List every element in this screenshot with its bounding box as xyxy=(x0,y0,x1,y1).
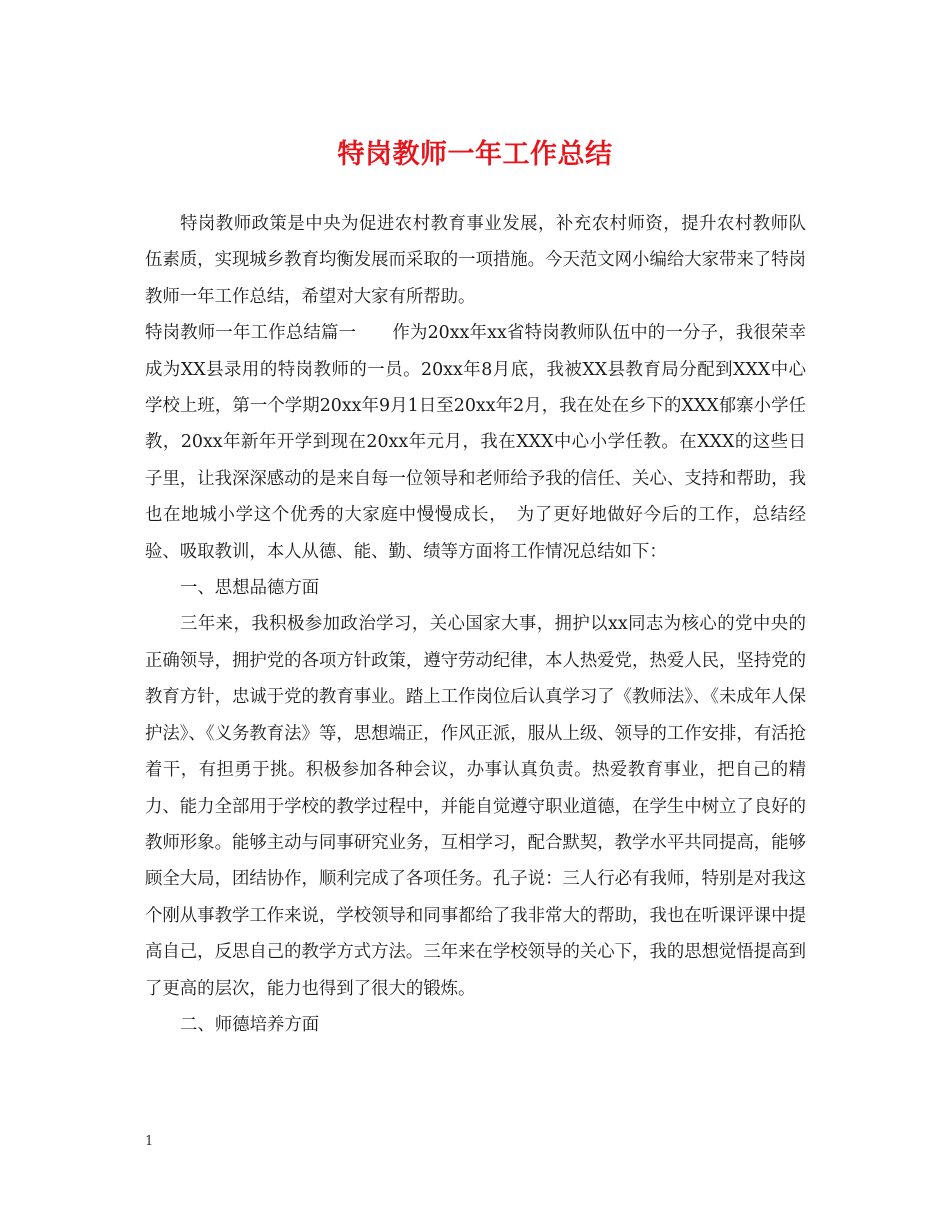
heading-teacher-ethics: 二、师德培养方面 xyxy=(180,1014,320,1035)
intro-paragraph: 特岗教师政策是中央为促进农村教育事业发展，补充农村师资，提升农村教师队伍素质，实现城乡教育均衡发展而采取的一项措施。今天范文网小编给大家带来了特岗教师一年工作总结，希望对大家有所帮助。 xyxy=(145,214,806,307)
heading-thought-morality: 一、思想品德方面 xyxy=(180,578,320,599)
document-title: 特岗教师一年工作总结 xyxy=(337,139,613,170)
document-body xyxy=(145,206,806,1043)
page-number: 1 xyxy=(145,1134,154,1149)
section-label: 特岗教师一年工作总结篇一 xyxy=(145,323,357,344)
section-text: 作为20xx年xx省特岗教师队伍中的一分子，我很荣幸成为XX县录用的特岗教师的一员。20xx年8月底，我被XX县教育局分配到XXX中心学校上班，第一个学期20xx年9月1日至20xx年2月，我在处在乡下的XXX郁寨小学任教，20xx年新年开学到现在20xx年元月，我在XXX中心小学任教。在XXX的这些日子里，让我深深感动的是来自每一位领导和老师给予我的信任、关心、支持和帮助，我也在地城小学这个优秀的大家庭中慢慢成长， 为了更好地做好今后的工作，总结经验、吸取教训，本人从德、能、勤、绩等方面将工作情况总结如下： xyxy=(145,323,806,562)
section-paragraph xyxy=(145,315,806,570)
paragraph-thought-morality: 三年来，我积极参加政治学习，关心国家大事，拥护以xx同志为核心的党中央的正确领导，拥护党的各项方针政策，遵守劳动纪律，本人热爱党，热爱人民，坚持党的教育方针，忠诚于党的教育事业。踏上工作岗位后认真学习了《教师法》、《未成年人保护法》、《义务教育法》等，思想端正，作风正派，服从上级、领导的工作安排，有活抢着干，有担勇于挑。积极参加各种会议，办事认真负责。热爱教育事业，把自己的精力、能力全部用于学校的教学过程中，并能自觉遵守职业道德，在学生中树立了良好的教师形象。能够主动与同事研究业务，互相学习，配合默契，教学水平共同提高，能够顾全大局，团结协作，顺利完成了各项任务。孔子说：三人行必有我师，特别是对我这个刚从事教学工作来说，学校领导和同事都给了我非常大的帮助，我也在听课评课中提高自己，反思自己的教学方式方法。三年来在学校领导的关心下，我的思想觉悟提高到了更高的层次，能力也得到了很大的锻炼。 xyxy=(145,614,806,999)
